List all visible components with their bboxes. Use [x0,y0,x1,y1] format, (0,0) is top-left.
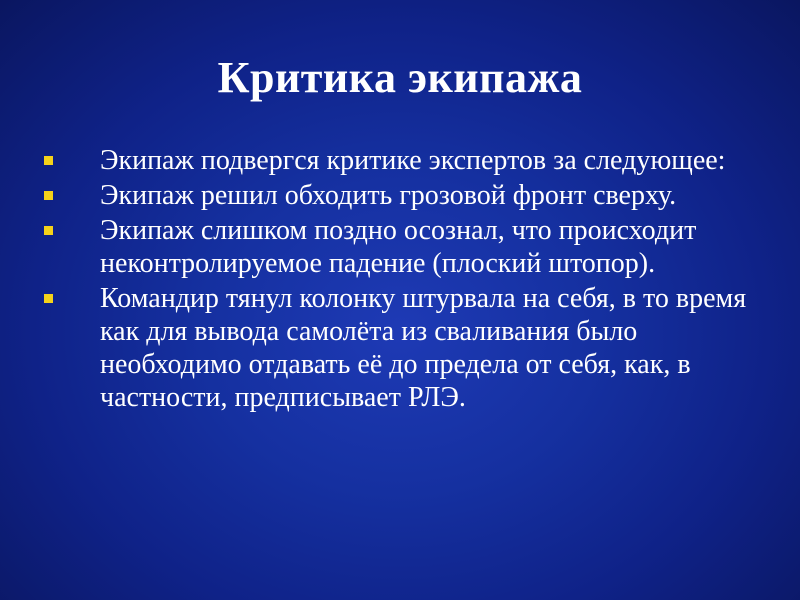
bullet-list [42,144,762,416]
bullet-item [42,282,762,414]
bullet-text: Экипаж подвергся критике экспертов за следующее: [100,145,726,176]
bullet-text: Командир тянул колонку штурвала на себя, в то время как для вывода самолёта из сваливания было необходимо отдавать её до предела от себя, как, в частности, предписывает РЛЭ. [100,283,747,413]
square-bullet-icon [44,294,53,303]
bullet-item [42,214,762,280]
square-bullet-icon [44,226,53,235]
slide-title: Критика экипажа [217,53,583,102]
square-bullet-icon [44,191,53,200]
bullet-text: Экипаж слишком поздно осознал, что происходит неконтролируемое падение (плоский штопор). [100,215,697,279]
bullet-item [42,144,762,177]
bullet-text: Экипаж решил обходить грозовой фронт сверху. [100,180,677,211]
bullet-item [42,179,762,212]
square-bullet-icon [44,156,53,165]
